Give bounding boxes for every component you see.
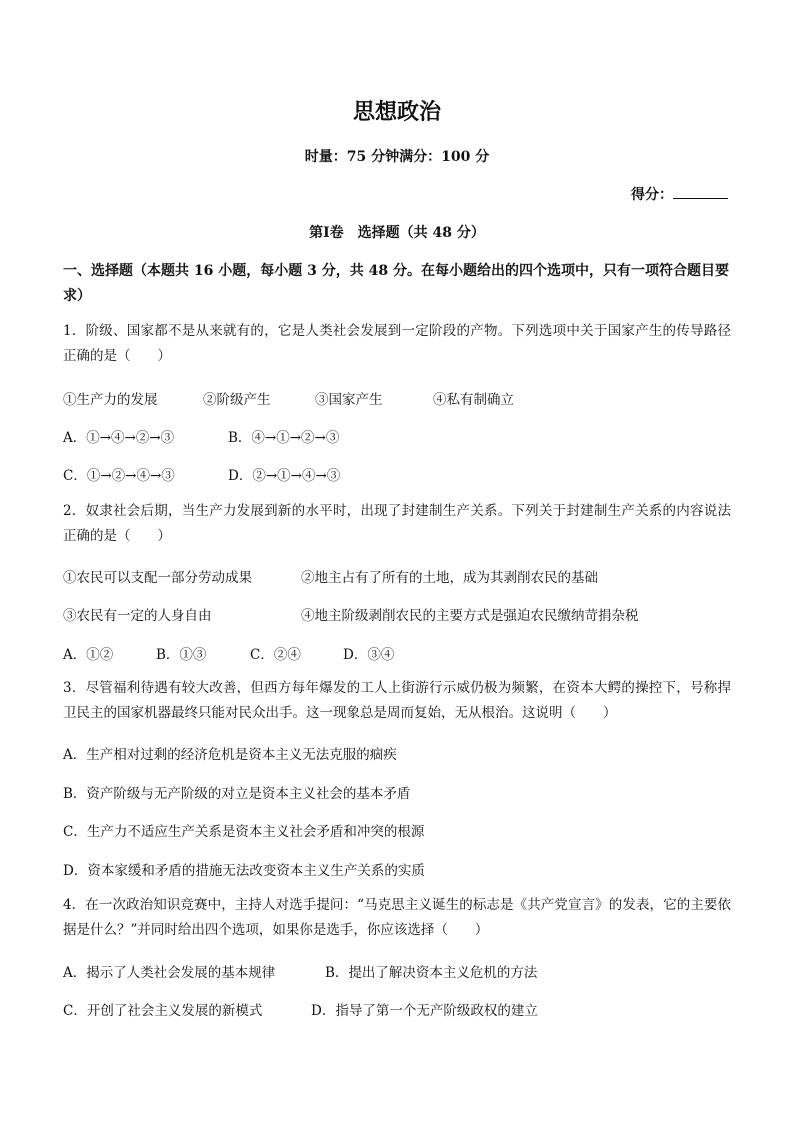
q2-choice-d[interactable]: D．③④ [343,647,395,663]
q2-item-4: ④地主阶级剥削农民的主要方式是强迫农民缴纳苛捐杂税 [301,608,639,624]
score-field [631,184,728,204]
question-1-choices-row-1 [63,426,339,446]
q4-choice-d[interactable]: D．指导了第一个无产阶级政权的建立 [311,1003,538,1019]
q2-choice-c[interactable]: C．②④ [250,647,301,663]
q3-choice-b[interactable]: B．资产阶级与无产阶级的对立是资本主义社会的基本矛盾 [63,786,411,802]
section-instructions: 一、选择题（本题共 16 小题，每小题 3 分，共 48 分。在每小题给出的四个选项中，只有一项符合题目要求） [63,263,729,304]
q4-choice-a[interactable]: A．揭示了人类社会发展的基本规律 [63,965,276,981]
question-2-items-row-1 [63,566,598,586]
question-3-stem: 3．尽管福利待遇有较大改善，但西方每年爆发的工人上街游行示威仍极为频繁，在资本大鳄的操控下，号称捍卫民主的国家机器最终只能对民众出手。这一现象总是周而复始，无从根治。这说明（ ） [63,680,731,721]
q1-item-4: ④私有制确立 [433,392,514,408]
q4-choice-c[interactable]: C．开创了社会主义发展的新模式 [63,1003,263,1019]
section-title: 第Ⅰ卷 选择题（共 48 分） [309,225,485,241]
question-2-stem: 2．奴隶社会后期，当生产力发展到新的水平时，出现了封建制生产关系。下列关于封建制生产关系的内容说法正确的是（ ） [63,503,731,544]
q1-item-3: ③国家产生 [315,392,383,408]
q4-choice-b[interactable]: B．提出了解决资本主义危机的方法 [325,965,538,981]
question-2-choices [63,643,394,663]
question-1-choices-row-2 [63,464,340,484]
question-4-stem: 4．在一次政治知识竞赛中，主持人对选手提问：“马克思主义诞生的标志是《共产党宣言》的发表，它的主要依据是什么？”并同时给出四个选项，如果你是选手，你应该选择（ ） [63,897,731,938]
q1-choice-c[interactable]: C．①→②→④→③ [63,468,175,484]
score-blank[interactable] [673,184,728,199]
question-1-items [63,388,514,408]
q3-choice-d[interactable]: D．资本家缓和矛盾的措施无法改变资本主义生产关系的实质 [63,863,425,879]
question-2-items-row-2 [63,604,639,624]
q2-choice-a[interactable]: A．①② [63,647,114,663]
question-1-stem: 1．阶级、国家都不是从来就有的，它是人类社会发展到一定阶段的产物。下列选项中关于国家产生的传导路径正确的是（ ） [63,323,731,364]
q3-choice-a[interactable]: A．生产相对过剩的经济危机是资本主义无法克服的痼疾 [63,747,397,763]
q1-item-2: ②阶级产生 [203,392,271,408]
q2-item-3: ③农民有一定的人身自由 [63,608,212,624]
q1-choice-d[interactable]: D．②→①→④→③ [228,468,341,484]
score-label: 得分： [631,187,673,203]
q2-item-2: ②地主占有了所有的土地，成为其剥削农民的基础 [301,570,598,586]
q1-item-1: ①生产力的发展 [63,392,158,408]
q2-item-1: ①农民可以支配一部分劳动成果 [63,570,252,586]
q2-choice-b[interactable]: B．①③ [156,647,207,663]
question-4-choices-row-1 [63,961,537,981]
q1-choice-a[interactable]: A．①→④→②→③ [63,430,175,446]
question-4-choices-row-2 [63,999,538,1019]
exam-time-score: 时量：75 分钟满分：100 分 [304,149,490,165]
q1-choice-b[interactable]: B．④→①→②→③ [228,430,340,446]
q3-choice-c[interactable]: C．生产力不适应生产关系是资本主义社会矛盾和冲突的根源 [63,824,425,840]
page-title: 思想政治 [352,100,441,125]
